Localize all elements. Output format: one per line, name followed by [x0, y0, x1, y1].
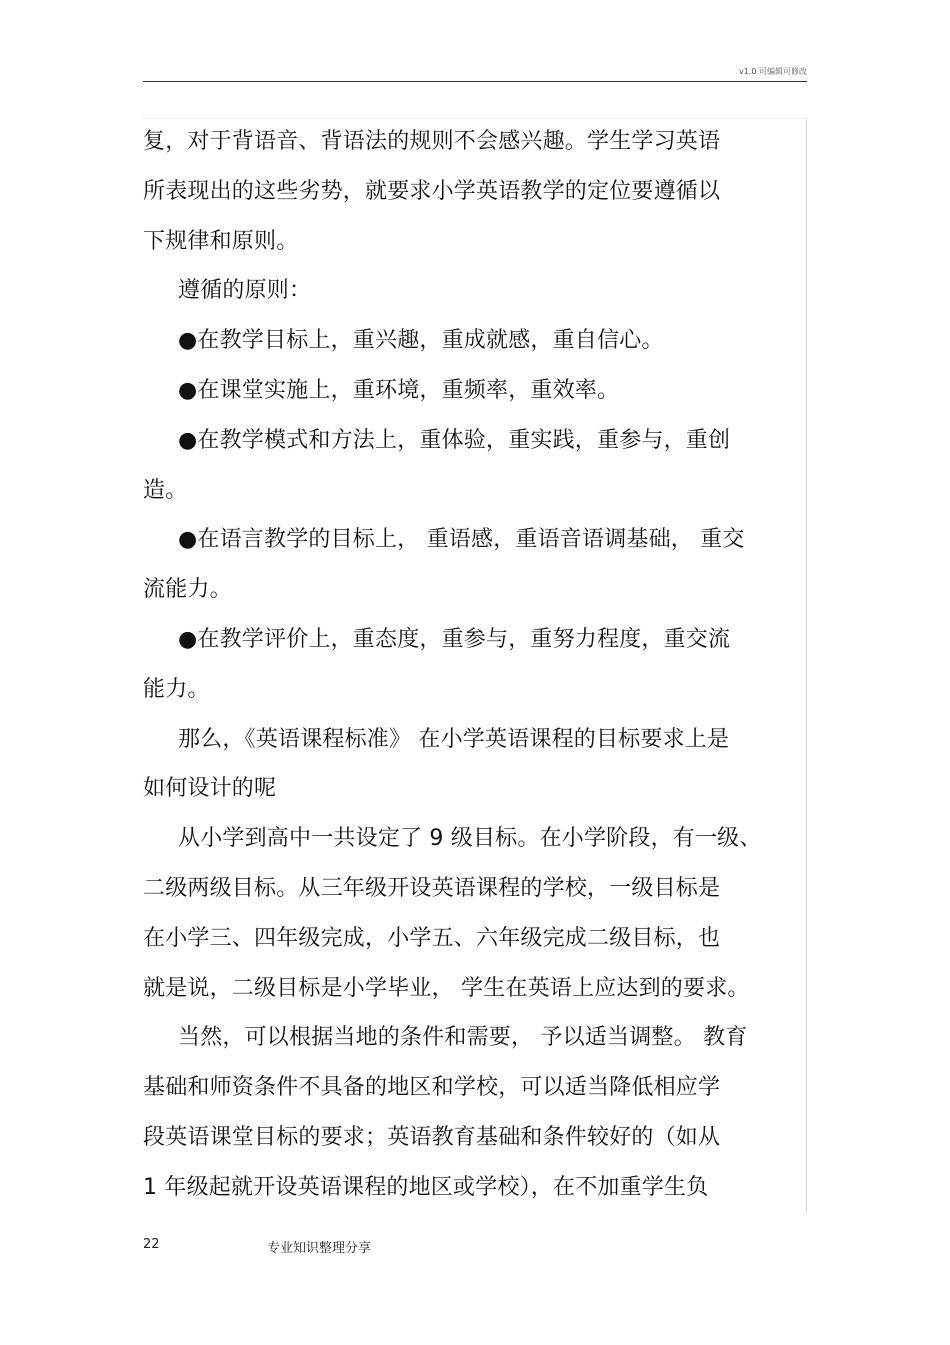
text-line: 基础和师资条件不具备的地区和学校，可以适当降低相应学: [143, 1075, 721, 1101]
header-divider: [143, 81, 807, 82]
text-line: ●在教学评价上，重态度，重参与，重努力程度，重交流: [178, 626, 731, 652]
text-line: 就是说，二级目标是小学毕业， 学生在英语上应达到的要求。: [143, 975, 750, 1001]
text-line: 如何设计的呢: [143, 776, 277, 802]
text-line: 能力。: [143, 676, 210, 702]
text-line: 造。: [143, 477, 188, 503]
footer-label: 专业知识整理分享: [267, 1241, 372, 1256]
text-line: ●在语言教学的目标上， 重语感，重语音语调基础， 重交: [178, 527, 745, 553]
text-line: ●在教学模式和方法上，重体验，重实践，重参与，重创: [178, 427, 731, 453]
text-line: ●在教学目标上，重兴趣，重成就感，重自信心。: [178, 328, 664, 354]
text-line: 复，对于背语音、背语法的规则不会感兴趣。学生学习英语: [143, 129, 721, 154]
text-line: 所表现出的这些劣势，就要求小学英语教学的定位要遵循以: [143, 178, 721, 204]
text-line: 那么，《英语课程标准》 在小学英语课程的目标要求上是: [178, 726, 730, 752]
text-line: 段英语课堂目标的要求；英语教育基础和条件较好的（如从: [143, 1124, 721, 1150]
body-text: [143, 117, 823, 1213]
text-line: 遵循的原则：: [178, 278, 312, 304]
page-number: 22: [143, 1237, 160, 1252]
text-line: 流能力。: [143, 577, 232, 603]
text-line: 从小学到高中一共设定了 9 级目标。在小学阶段，有一级、: [178, 826, 762, 852]
text-line: 下规律和原则。: [143, 228, 299, 254]
text-line: 当然，可以根据当地的条件和需要， 予以适当调整。 教育: [178, 1025, 748, 1051]
text-line: 在小学三、四年级完成，小学五、六年级完成二级目标，也: [143, 925, 721, 951]
text-line: 二级两级目标。从三年级开设英语课程的学校，一级目标是: [143, 875, 721, 901]
text-line: ●在课堂实施上，重环境，重频率，重效率。: [178, 377, 620, 403]
header-version-label: v1.0 可编辑可修改: [739, 67, 807, 76]
text-line: 1 年级起就开设英语课程的地区或学校），在不加重学生负: [143, 1174, 709, 1200]
